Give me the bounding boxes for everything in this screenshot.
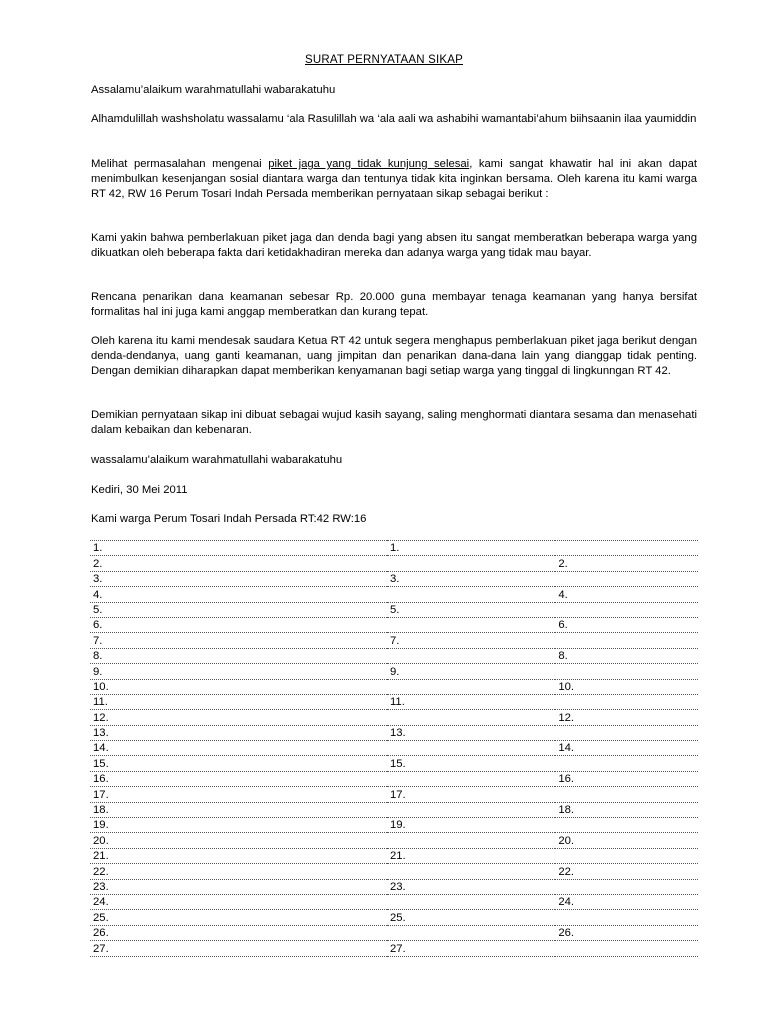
- signature-row: [90, 864, 698, 879]
- paragraph-belief: Kami yakin bahwa pemberlakuan piket jaga dan denda bagi yang absen itu sangat memberatkan beberapa warga yang dikuatkan oleh beberapa fakta dari ketidakhadiran mereka dan adanya warga yang tidak mau bayar.: [91, 232, 697, 260]
- signature-cell: [387, 771, 555, 786]
- signature-row: [90, 617, 698, 632]
- signature-cell: [555, 787, 698, 802]
- signature-cell: [555, 848, 698, 863]
- signature-cell: 3.: [90, 571, 387, 586]
- signature-cell: [555, 602, 698, 617]
- signature-cell: 25.: [387, 910, 555, 925]
- opening-paragraph: Alhamdulillah washsholatu wassalamu ‘ala Rasulillah wa ‘ala aali wa ashabihi wamantabi’ahum biihsaanin ilaa yaumiddin: [91, 113, 697, 125]
- signature-cell: 20.: [555, 833, 698, 848]
- signature-cell: 10.: [90, 679, 387, 694]
- signature-cell: 9.: [387, 664, 555, 679]
- signature-cell: 20.: [90, 833, 387, 848]
- signature-cell: [387, 710, 555, 725]
- signature-cell: 1.: [387, 541, 555, 556]
- signature-cell: 24.: [90, 894, 387, 909]
- signature-cell: 23.: [90, 879, 387, 894]
- signature-row: [90, 894, 698, 909]
- signature-cell: 5.: [387, 602, 555, 617]
- signature-cell: 21.: [90, 848, 387, 863]
- signature-row: [90, 556, 698, 571]
- signature-row: [90, 771, 698, 786]
- signature-cell: 12.: [555, 710, 698, 725]
- signature-row: [90, 833, 698, 848]
- signature-cell: 7.: [387, 633, 555, 648]
- signature-cell: [387, 925, 555, 940]
- signature-row: [90, 879, 698, 894]
- signature-cell: [555, 571, 698, 586]
- signature-cell: 27.: [90, 941, 387, 956]
- signature-cell: [555, 725, 698, 740]
- signature-cell: [555, 694, 698, 709]
- signature-cell: 11.: [90, 694, 387, 709]
- signature-row: [90, 941, 698, 956]
- signature-cell: [555, 664, 698, 679]
- signature-cell: [387, 556, 555, 571]
- signature-cell: [555, 756, 698, 771]
- document-title: SURAT PERNYATAAN SIKAP: [305, 54, 463, 66]
- signature-cell: 17.: [387, 787, 555, 802]
- signature-row: [90, 694, 698, 709]
- paragraph-problem: [91, 157, 697, 203]
- signatories-heading: Kami warga Perum Tosari Indah Persada RT:42 RW:16: [91, 513, 367, 525]
- signature-cell: [555, 910, 698, 925]
- signature-cell: 6.: [90, 617, 387, 632]
- signature-cell: 23.: [387, 879, 555, 894]
- paragraph-problem-intro: Melihat permasalahan mengenai: [91, 158, 269, 170]
- signature-cell: [387, 894, 555, 909]
- document-date: Kediri, 30 Mei 2011: [91, 484, 188, 496]
- signature-cell: [387, 802, 555, 817]
- signature-cell: 12.: [90, 710, 387, 725]
- signature-cell: [387, 864, 555, 879]
- paragraph-demand: Oleh karena itu kami mendesak saudara Ketua RT 42 untuk segera menghapus pemberlakuan piket jaga berikut dengan denda-dendanya, uang ganti keamanan, uang jimpitan dan penarikan dana-dana lain yang dianggap tidak penting. Dengan demikian diharapkan dapat memberikan kenyamanan bagi setiap warga yang tinggal di lingkunngan RT 42.: [91, 335, 697, 378]
- signature-row: [90, 756, 698, 771]
- signature-cell: 14.: [555, 741, 698, 756]
- signature-cell: [555, 941, 698, 956]
- signature-cell: 6.: [555, 617, 698, 632]
- signature-cell: 4.: [555, 587, 698, 602]
- signature-cell: [387, 648, 555, 663]
- signature-row: [90, 602, 698, 617]
- signature-cell: [555, 633, 698, 648]
- paragraph-problem-rest: , kami sangat khawatir hal ini akan dapat menimbulkan kesenjangan sosial diantara warga dan tentunya tidak kita inginkan bersama. Oleh karena itu kami warga RT 42, RW 16 Perum Tosari Indah Persada memberikan pernyataan sikap sebagai berikut :: [91, 158, 698, 201]
- signature-cell: [387, 617, 555, 632]
- signature-cell: [555, 541, 698, 556]
- signature-cell: 26.: [90, 925, 387, 940]
- signature-cell: 5.: [90, 602, 387, 617]
- signature-row: [90, 925, 698, 940]
- signature-cell: 26.: [555, 925, 698, 940]
- signature-row: [90, 710, 698, 725]
- signature-cell: 8.: [90, 648, 387, 663]
- signature-cell: 25.: [90, 910, 387, 925]
- signature-cell: 9.: [90, 664, 387, 679]
- signature-row: [90, 818, 698, 833]
- signature-cell: [387, 587, 555, 602]
- paragraph-conclusion: Demikian pernyataan sikap ini dibuat sebagai wujud kasih sayang, saling menghormati diantara sesama dan menasehati dalam kebaikan dan kebenaran.: [91, 409, 697, 437]
- signature-row: [90, 587, 698, 602]
- signature-table: [90, 540, 698, 957]
- signature-cell: 24.: [555, 894, 698, 909]
- signature-cell: [387, 741, 555, 756]
- signature-cell: 13.: [90, 725, 387, 740]
- signature-row: [90, 664, 698, 679]
- signature-row: [90, 725, 698, 740]
- signature-cell: 15.: [90, 756, 387, 771]
- closing-greeting: wassalamu’alaikum warahmatullahi wabarakatuhu: [91, 454, 343, 466]
- signature-cell: [387, 679, 555, 694]
- signature-cell: 10.: [555, 679, 698, 694]
- signature-row: [90, 541, 698, 556]
- signature-cell: 4.: [90, 587, 387, 602]
- signature-cell: 16.: [90, 771, 387, 786]
- signature-cell: [387, 833, 555, 848]
- paragraph-security-fund: Rencana penarikan dana keamanan sebesar Rp. 20.000 guna membayar tenaga keamanan yang hanya bersifat formalitas hal ini juga kami anggap memberatkan dan kurang tepat.: [91, 291, 697, 319]
- underlined-phrase: piket jaga yang tidak kunjung selesai: [268, 158, 470, 170]
- signature-cell: 18.: [555, 802, 698, 817]
- signature-cell: 1.: [90, 541, 387, 556]
- signature-cell: 11.: [387, 694, 555, 709]
- signature-cell: 18.: [90, 802, 387, 817]
- signature-cell: 22.: [555, 864, 698, 879]
- signature-cell: 16.: [555, 771, 698, 786]
- signature-cell: 21.: [387, 848, 555, 863]
- signature-cell: [555, 818, 698, 833]
- signature-cell: 19.: [387, 818, 555, 833]
- signature-cell: 27.: [387, 941, 555, 956]
- signature-row: [90, 787, 698, 802]
- signature-cell: 13.: [387, 725, 555, 740]
- signature-cell: 2.: [90, 556, 387, 571]
- signature-cell: 2.: [555, 556, 698, 571]
- signature-cell: 8.: [555, 648, 698, 663]
- signature-cell: 7.: [90, 633, 387, 648]
- signature-cell: 22.: [90, 864, 387, 879]
- signature-cell: 15.: [387, 756, 555, 771]
- signature-row: [90, 802, 698, 817]
- greeting: Assalamu’alaikum warahmatullahi wabarakatuhu: [91, 84, 336, 96]
- signature-row: [90, 741, 698, 756]
- signature-cell: 17.: [90, 787, 387, 802]
- signature-row: [90, 648, 698, 663]
- signature-cell: 19.: [90, 818, 387, 833]
- signature-row: [90, 571, 698, 586]
- signature-row: [90, 848, 698, 863]
- signature-cell: 3.: [387, 571, 555, 586]
- signature-row: [90, 633, 698, 648]
- signature-row: [90, 910, 698, 925]
- signature-cell: 14.: [90, 741, 387, 756]
- signature-cell: [555, 879, 698, 894]
- signature-row: [90, 679, 698, 694]
